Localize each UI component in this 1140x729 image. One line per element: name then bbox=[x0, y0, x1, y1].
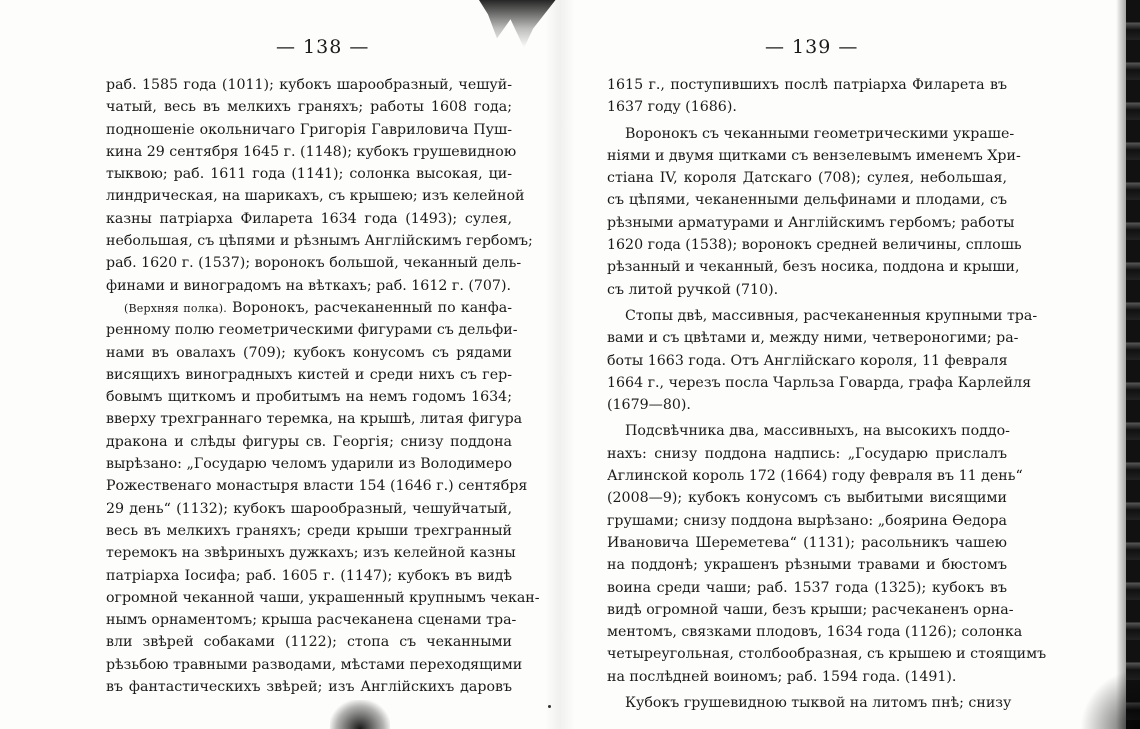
text-line: 1637 году (1686). bbox=[607, 99, 737, 116]
text-line: стіана IV, короля Датскаго (708); сулея, небольшая, bbox=[607, 170, 1007, 187]
text-line: грушами; снизу поддона вырѣзано: „боярина Ѳедора bbox=[607, 512, 1007, 529]
text-line: теремокъ на звѣриныхъ дужкахъ; изъ келейной казны bbox=[106, 545, 516, 562]
text-line: нахъ: снизу поддона надпись: „Государю прислалъ bbox=[607, 445, 1007, 462]
text-line: вли звѣрей собаками (1122); стопа съ чеканными bbox=[106, 634, 512, 651]
text-line: вырѣзано: „Государю челомъ ударили из Володимеро bbox=[106, 456, 512, 473]
text-line: тыквою; раб. 1611 года (1141); солонка высокая, ци- bbox=[106, 166, 512, 183]
scan-smudge-corner bbox=[1080, 669, 1140, 729]
text-line: Рожественаго монастыря власти 154 (1646 г.) сентября bbox=[106, 478, 528, 495]
text-line: раб. 1620 г. (1537); воронокъ большой, чеканный дель- bbox=[106, 255, 522, 272]
text-line: дракона и слѣды фигуры св. Георгія; снизу поддона bbox=[106, 433, 512, 450]
scan-edge-shadow bbox=[1116, 0, 1126, 729]
text-line: на послѣдней воиномъ; раб. 1594 года. (1491). bbox=[607, 668, 957, 685]
text-line: Воронокъ съ чеканными геометрическими украше- bbox=[625, 125, 1015, 142]
text-line: вверху трехграннаго теремка, на крышѣ, литая фигура bbox=[106, 411, 523, 428]
text-line: ренному полю геометрическими фигурами съ дельфи- bbox=[106, 322, 518, 339]
text-line: Кубокъ грушевидною тыквой на литомъ пнѣ; снизу bbox=[625, 695, 1012, 712]
scan-edge-right bbox=[1126, 0, 1140, 729]
text-line: огромной чеканной чаши, украшенный крупнымъ чекан- bbox=[106, 589, 540, 606]
text-line: патріарха Іосифа; раб. 1605 г. (1147); кубокъ въ видѣ bbox=[106, 567, 512, 584]
text-line: рѣзными арматурами и Англійскимъ гербомъ; работы bbox=[607, 214, 1015, 231]
text-line: боты 1663 года. Отъ Англійскаго короля, 11 февраля bbox=[607, 352, 1008, 369]
shelf-label: (Верхняя полка). bbox=[124, 301, 227, 315]
text-line: съ цѣпями, чеканенными дельфинами и плодами, съ bbox=[607, 192, 1007, 209]
text-line: съ литой ручкой (710). bbox=[607, 281, 779, 298]
text-line: бовымъ щиткомъ и пробитымъ на немъ годомъ 1634; bbox=[106, 389, 512, 406]
text-line: чатый, весь въ мелкихъ граняхъ; работы 1608 года; bbox=[106, 99, 512, 116]
left-page-text bbox=[106, 74, 540, 698]
text-line: Ивановича Шереметева“ (1131); расольникъ чашею bbox=[607, 534, 1007, 551]
text-line: въ фантастическихъ звѣрей; изъ Англійскихъ даровъ bbox=[106, 679, 512, 696]
text-line: Стопы двѣ, массивныя, расчеканенныя крупными тра- bbox=[625, 307, 1038, 324]
text-line: висящихъ виноградныхъ кистей и среди нихъ съ гер- bbox=[106, 366, 512, 383]
scan-speck bbox=[548, 705, 551, 708]
page-number-left: — 138 — bbox=[276, 36, 370, 58]
text-line: рѣзьбою травными разводами, мѣстами переходящими bbox=[106, 656, 523, 673]
text-line: нами въ овалахъ (709); кубокъ конусомъ съ рядами bbox=[106, 344, 512, 361]
text-line: Аглинской король 172 (1664) году февраля въ 11 день“ bbox=[607, 468, 1023, 485]
text-line: финами и виноградомъ на вѣткахъ; раб. 1612 г. (707). bbox=[106, 277, 511, 294]
scan-smudge-top bbox=[470, 0, 560, 48]
text-line: кина 29 сентября 1645 г. (1148); кубокъ грушевидною bbox=[106, 143, 517, 160]
text-line: ментомъ, связками плодовъ, 1634 года (1126); солонка bbox=[607, 624, 1023, 641]
text-line: воина среди чаши; раб. 1537 года (1325); кубокъ въ bbox=[607, 579, 1007, 596]
text-line: видѣ огромной чаши, безъ крыши; расчеканенъ орна- bbox=[607, 601, 1014, 618]
text-line: раб. 1585 года (1011); кубокъ шарообразный, чешуй- bbox=[106, 77, 512, 93]
text-line: вами и съ цвѣтами и, между ними, четвероногими; ра- bbox=[607, 330, 1019, 347]
gutter-shadow bbox=[545, 0, 575, 729]
text-line: на поддонѣ; украшенъ рѣзными травами и бюстомъ bbox=[607, 557, 1007, 574]
text-line: 1664 г., черезъ посла Чарльза Говарда, графа Карлейля bbox=[607, 374, 1032, 391]
text-line: небольшая, съ цѣпями и рѣзнымъ Англійскимъ гербомъ; bbox=[106, 233, 533, 250]
page-number-right: — 139 — bbox=[765, 36, 859, 58]
right-page-text bbox=[607, 74, 1047, 714]
text-line: казны патріарха Филарета 1634 года (1493); сулея, bbox=[106, 210, 512, 227]
text-line: (2008—9); кубокъ конусомъ съ выбитыми висящими bbox=[607, 490, 1007, 507]
text-line: линдрическая, на шарикахъ, съ крышею; изъ келейной bbox=[106, 188, 525, 205]
text-line: весь въ мелкихъ граняхъ; среди крыши трехгранный bbox=[106, 522, 512, 539]
text-line: ніями и двумя щитками съ вензелевымъ именемъ Хри- bbox=[607, 147, 1021, 164]
text-line: 29 день“ (1132); кубокъ шарообразный, чешуйчатый, bbox=[106, 500, 512, 517]
shelf-paragraph-first-line bbox=[106, 297, 512, 319]
text-line: (1679—80). bbox=[607, 397, 691, 414]
text-line: Подсвѣчника два, массивныхъ, на высокихъ поддо- bbox=[625, 423, 1010, 440]
text-line: четыреугольная, столбообразная, съ крышею и стоящимъ bbox=[607, 646, 1047, 663]
text-line: рѣзанный и чеканный, безъ носика, поддона и крыши, bbox=[607, 259, 1020, 276]
text-line: 1620 года (1538); воронокъ средней величины, сплошь bbox=[607, 237, 1022, 254]
scan-smudge-bottom bbox=[330, 700, 390, 729]
text-fragment: Воронокъ, расчеканенный по канфа- bbox=[226, 299, 512, 316]
text-line: 1615 г., поступившихъ послѣ патріарха Филарета въ bbox=[607, 77, 1007, 93]
text-line: нымъ орнаментомъ; крыша расчеканена сценами тра- bbox=[106, 612, 517, 629]
text-line: подношеніе окольничаго Григорія Гавриловича Пуш- bbox=[106, 121, 512, 138]
